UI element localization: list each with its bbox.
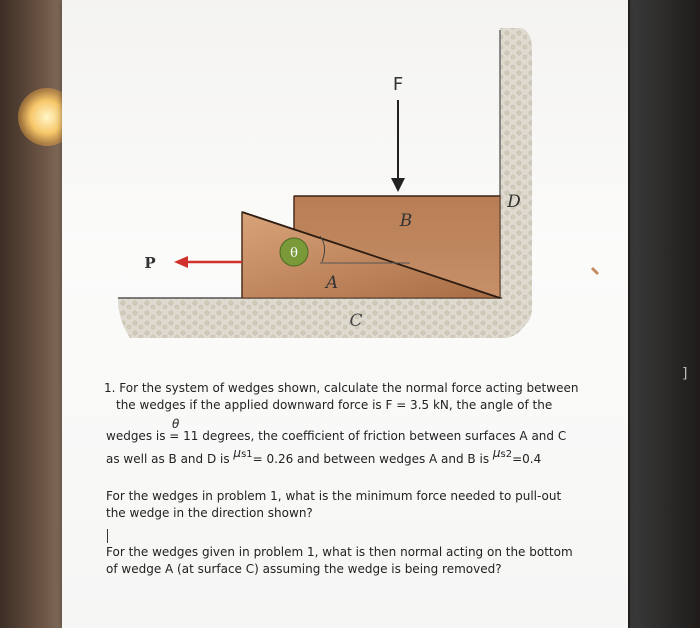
mu-s1-subscript: s1 <box>241 449 253 460</box>
mu-s2-symbol: μ <box>492 446 501 460</box>
problem-1 <box>104 380 584 414</box>
edge-bracket-icon: ] <box>682 366 688 382</box>
label-a: A <box>325 273 339 293</box>
theta-label: θ <box>290 246 298 261</box>
wall-d <box>500 28 532 332</box>
problem-2: For the wedges in problem 1, what is the minimum force needed to pull-out the wedge in the direction shown? <box>106 489 562 520</box>
text-cursor <box>107 529 108 543</box>
force-p-label: P <box>144 254 156 272</box>
problem-1-line-2: the wedges if the applied downward force is F = 3.5 kN, the angle of the <box>116 398 553 412</box>
label-b: B <box>399 211 413 231</box>
problem-1-line-4: as well as B and D is $\mu^{s1}= 0.26$ and between wedges A and B is $\mu^{s2}=0.4$ <box>106 446 542 466</box>
force-f-arrowhead <box>391 178 405 192</box>
problem-1-line-3: wedges is = 11 degrees, the coefficient of friction between surfaces A and C <box>106 429 567 443</box>
mu-s1-symbol: μ <box>233 446 242 460</box>
problem-3: For the wedges given in problem 1, what is then normal acting on the bottom of wedge A (at surface C) assuming the wedge is being removed? <box>106 545 573 576</box>
label-c: C <box>349 311 363 331</box>
force-f-label: F <box>392 74 404 95</box>
stray-mark <box>592 268 598 274</box>
force-p-arrowhead <box>174 256 188 268</box>
theta-symbol: θ <box>172 417 180 431</box>
mu-s2-subscript: s2 <box>500 449 513 460</box>
label-d: D <box>507 192 521 212</box>
ground-c <box>118 298 528 338</box>
problem-1-line-1: 1. For the system of wedges shown, calculate the normal force acting between <box>104 381 579 395</box>
